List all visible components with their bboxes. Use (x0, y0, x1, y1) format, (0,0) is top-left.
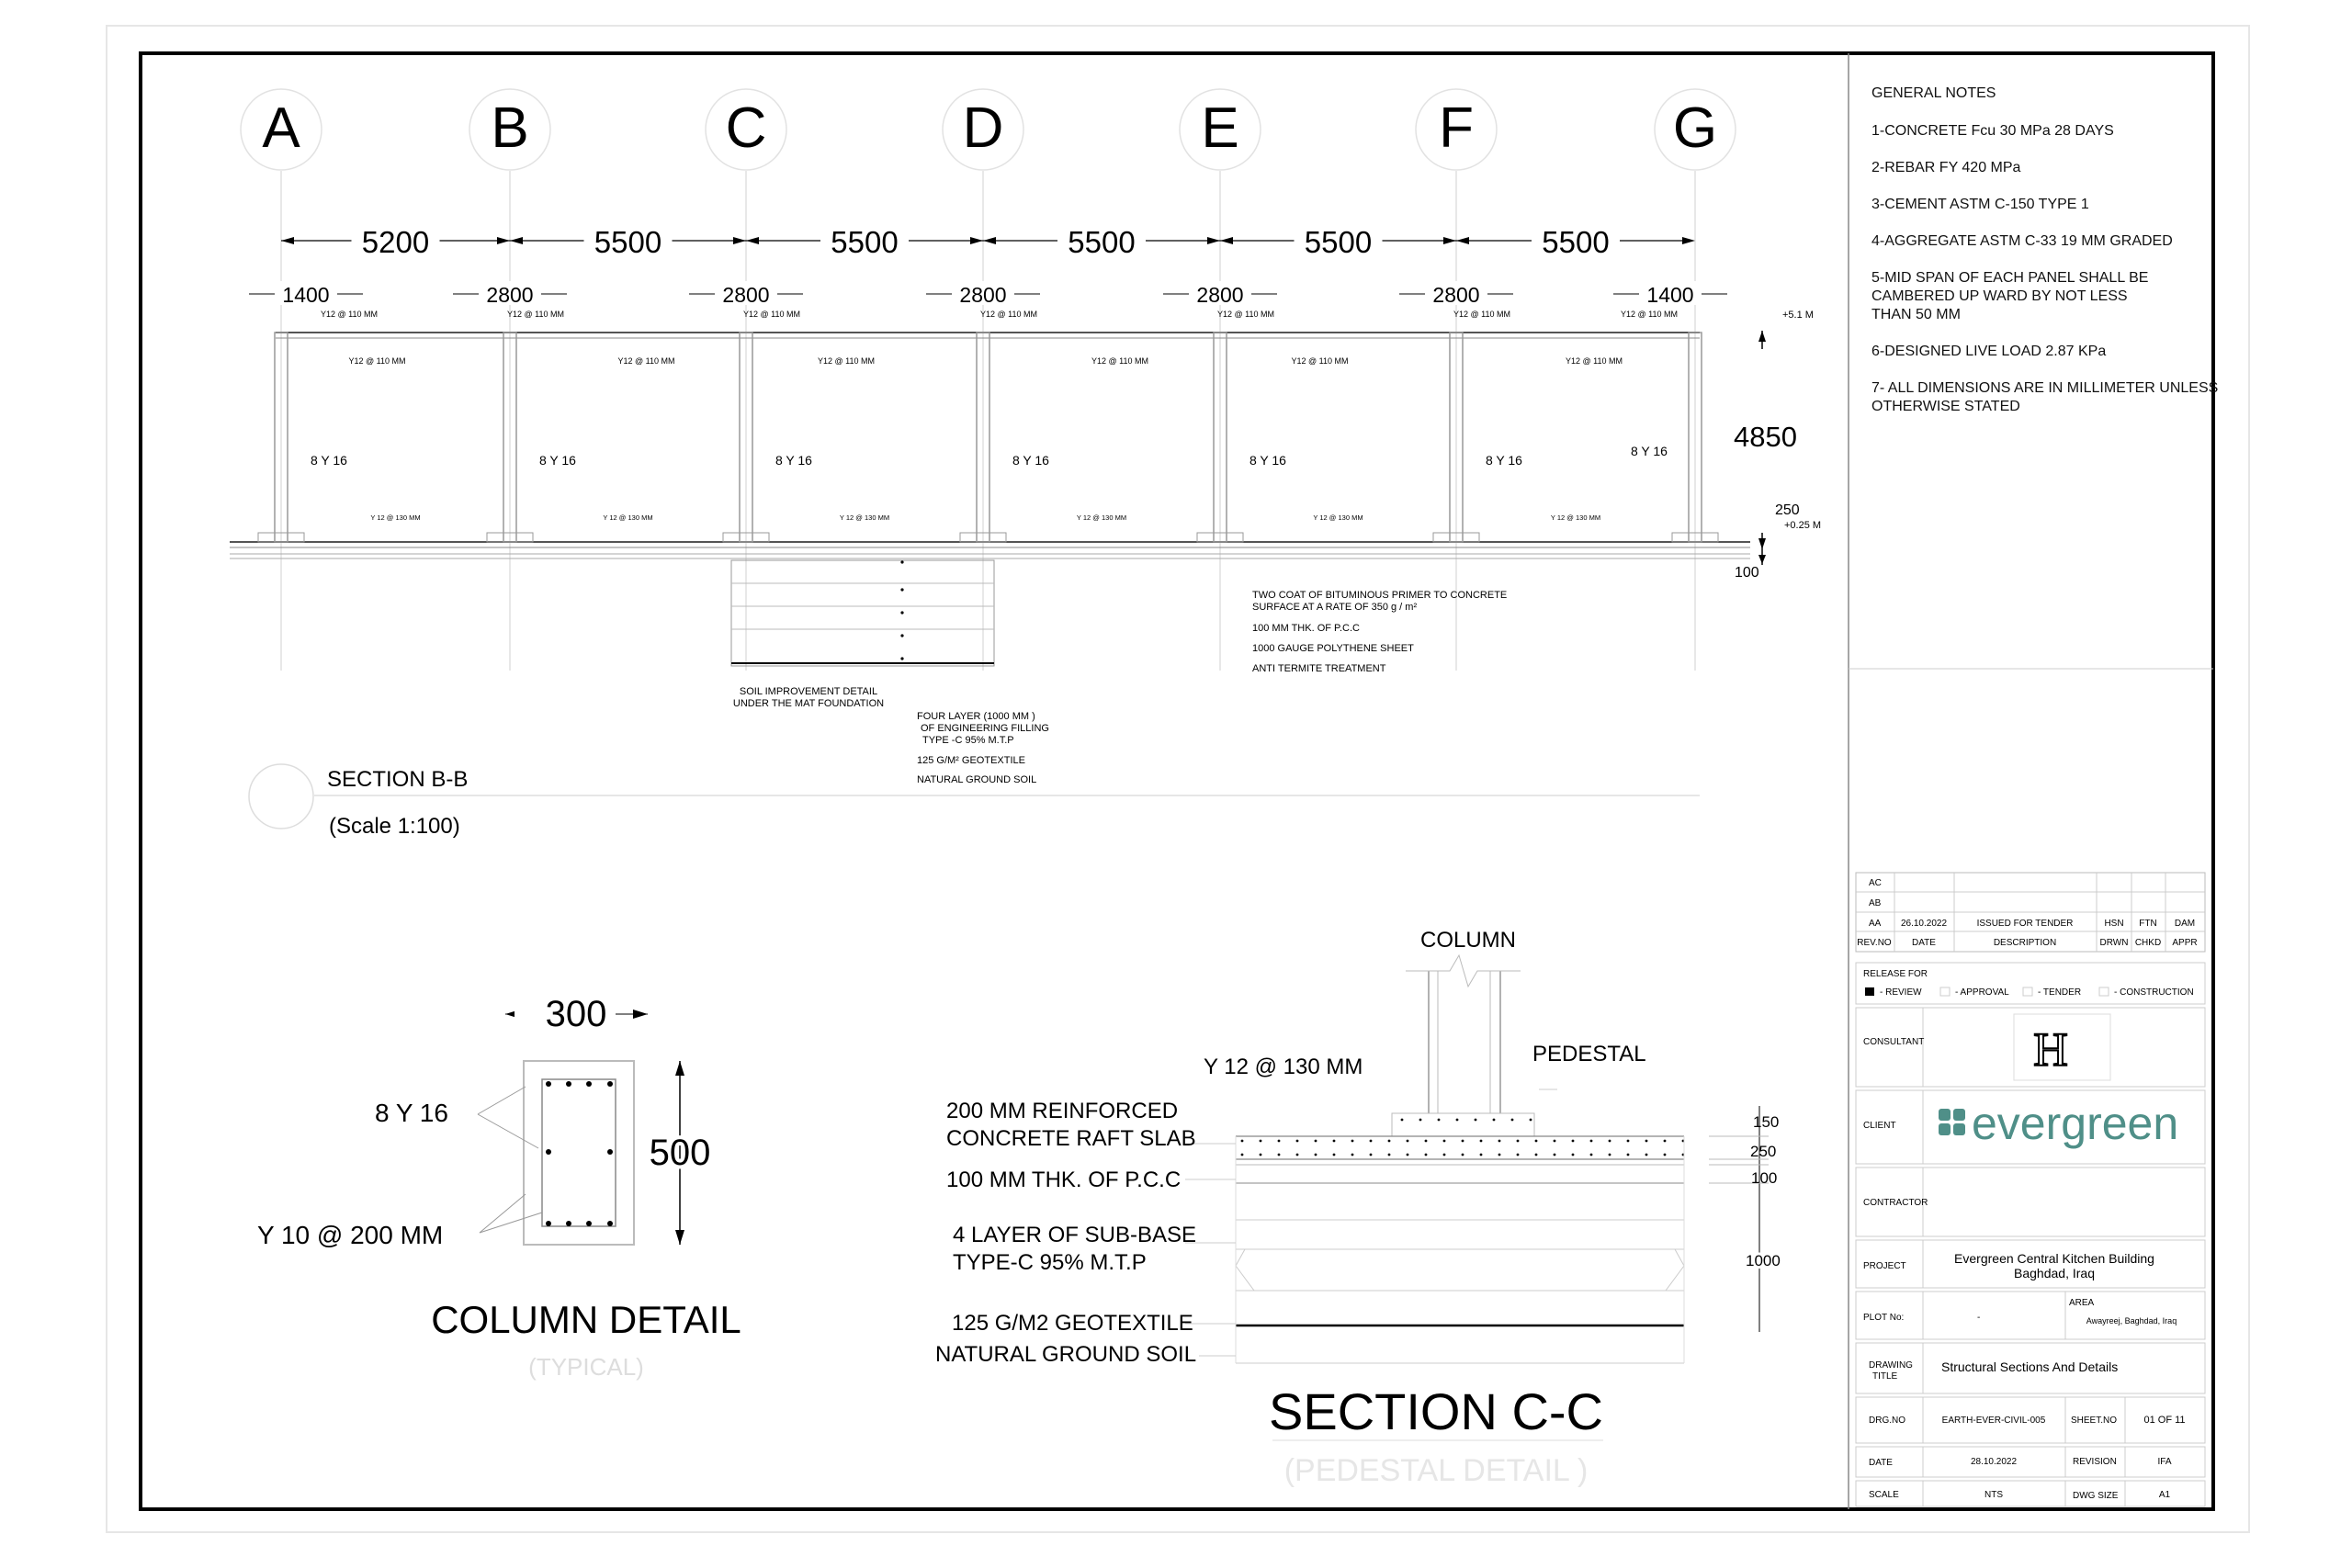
rev-header-revno: REV.NO (1857, 938, 1892, 948)
scale-value: NTS (1984, 1490, 2003, 1500)
general-note: 6-DESIGNED LIVE LOAD 2.87 KPa (1871, 344, 2107, 359)
pedestal-dimension: 2800 (722, 283, 770, 307)
slab-bottom-rebar-dot (1278, 1154, 1281, 1156)
cc-subbase-1: 4 LAYER OF SUB-BASE (953, 1223, 1196, 1247)
span-arrow-start (281, 237, 294, 244)
column-depth: 500 (649, 1133, 711, 1173)
soil-layer-5: NATURAL GROUND SOIL (917, 774, 1037, 785)
mid-rebar-label: Y12 @ 110 MM (1291, 356, 1349, 366)
rev-header-drwn: DRWN (2099, 938, 2129, 948)
cc-pcc: 100 MM THK. OF P.C.C (946, 1168, 1182, 1192)
soil-caption-2: UNDER THE MAT FOUNDATION (732, 698, 885, 709)
pedestal-dimension: 2800 (486, 283, 534, 307)
cc-raft-1: 200 MM REINFORCED (946, 1099, 1179, 1123)
rev-ac: AC (1869, 878, 1882, 888)
slab-top-rebar-dot (1517, 1140, 1520, 1143)
coat-note-1: TWO COAT OF BITUMINOUS PRIMER TO CONCRETE (1252, 590, 1508, 601)
cc-dim-150: 150 (1753, 1113, 1780, 1131)
pedestal-dimension: 2800 (1432, 283, 1480, 307)
rev-aa-date: 26.10.2022 (1900, 919, 1948, 929)
column-detail-title: COLUMN DETAIL (431, 1298, 741, 1341)
cc-pedestal-label: PEDESTAL (1532, 1042, 1646, 1066)
grid-label-b: B (491, 96, 529, 160)
top-rebar-label: Y12 @ 110 MM (743, 310, 800, 319)
slab-top-rebar-dot (1554, 1140, 1556, 1143)
pedestal-rebar-dot (1401, 1119, 1404, 1122)
rev-ab: AB (1869, 898, 1882, 908)
column-rebar-label: 8 Y 16 (539, 453, 576, 468)
column-width: 300 (545, 994, 607, 1034)
grid-label-d: D (962, 96, 1004, 160)
slab-top-rebar-dot (1443, 1140, 1446, 1143)
project-name-1: Evergreen Central Kitchen Building (1954, 1251, 2154, 1266)
revision-value: IFA (2157, 1457, 2172, 1467)
release-tender: - TENDER (2038, 987, 2082, 998)
level-top: +5.1 M (1782, 310, 1814, 321)
release-review: - REVIEW (1880, 987, 1922, 998)
slab-top-rebar-dot (1590, 1140, 1593, 1143)
bottom-rebar-label: Y 12 @ 130 MM (839, 513, 890, 522)
rev-aa-drwn: HSN (2104, 919, 2124, 929)
slab-bottom-rebar-dot (1517, 1154, 1520, 1156)
sheet-no-label: SHEET.NO (2071, 1416, 2118, 1426)
top-rebar-label: Y12 @ 110 MM (507, 310, 564, 319)
contractor-label: CONTRACTOR (1863, 1198, 1928, 1208)
section-cc-title: SECTION C-C (1269, 1382, 1603, 1440)
slab-bottom-rebar-dot (1627, 1154, 1630, 1156)
bottom-rebar-label: Y 12 @ 130 MM (1313, 513, 1363, 522)
slab-top-rebar-dot (1315, 1140, 1317, 1143)
pedestal-rebar-dot (1438, 1119, 1441, 1122)
evergreen-leaf-icon (1939, 1109, 1965, 1135)
consultant-logo-letter: H (2033, 1024, 2068, 1077)
slab-bottom-rebar-dot (1498, 1154, 1501, 1156)
span-arrow-start (1456, 237, 1469, 244)
slab-top-rebar-dot (1609, 1140, 1611, 1143)
span-arrow-start (746, 237, 759, 244)
slab-top-rebar-dot (1370, 1140, 1373, 1143)
pedestal-dimension: 2800 (1196, 283, 1244, 307)
dwg-size-label: DWG SIZE (2073, 1491, 2119, 1501)
cc-dim-100: 100 (1751, 1169, 1778, 1187)
soil-layer-4: 125 G/M² GEOTEXTILE (917, 755, 1025, 766)
span-dimensions (281, 225, 1695, 259)
consultant-label: CONSULTANT (1863, 1037, 1925, 1047)
slab-bottom-rebar-dot (1645, 1154, 1648, 1156)
date-value: 28.10.2022 (1970, 1457, 2018, 1467)
slab-bottom-rebar-dot (1609, 1154, 1611, 1156)
cc-column-label: COLUMN (1419, 928, 1517, 953)
slab-bottom-rebar-dot (1260, 1154, 1262, 1156)
slab-top-rebar-dot (1351, 1140, 1354, 1143)
section-cc-subtitle: (PEDESTAL DETAIL ) (1283, 1453, 1589, 1488)
span-arrow-start (1220, 237, 1233, 244)
general-note: 4-AGGREGATE ASTM C-33 19 MM GRADED (1871, 233, 2173, 249)
bottom-rebar-label: Y 12 @ 130 MM (370, 513, 421, 522)
client-logo-text: evergreen (1972, 1098, 2179, 1149)
general-notes (1871, 85, 2239, 434)
column-rebar-label: 8 Y 16 (1250, 453, 1286, 468)
revision-label: REVISION (2073, 1457, 2117, 1467)
span-dimension: 5500 (1542, 225, 1610, 259)
rev-aa-desc: ISSUED FOR TENDER (1976, 919, 2074, 929)
column-rebar-label: 8 Y 16 (311, 453, 347, 468)
slab-bottom-rebar-dot (1370, 1154, 1373, 1156)
slab-bottom-rebar-dot (1664, 1154, 1667, 1156)
grid-label-e: E (1201, 96, 1239, 160)
pedestal-rebar-dot (1419, 1119, 1422, 1122)
scale-label: SCALE (1869, 1490, 1899, 1500)
plot-label: PLOT No: (1863, 1313, 1905, 1323)
span-arrow-end (1682, 237, 1695, 244)
release-construction-checkbox (2099, 987, 2109, 996)
span-arrow-start (510, 237, 523, 244)
release-review-checkbox (1865, 987, 1874, 996)
mid-rebar-label: Y12 @ 110 MM (1091, 356, 1148, 366)
soil-caption-1: SOIL IMPROVEMENT DETAIL (739, 686, 878, 697)
sheet-no: 01 OF 11 (2143, 1415, 2186, 1426)
slab-top-rebar-dot (1407, 1140, 1409, 1143)
coat-note-4: 1000 GAUGE POLYTHENE SHEET (1252, 643, 1414, 654)
release-tender-checkbox (2023, 987, 2032, 996)
soil-layer-3: TYPE -C 95% M.T.P (922, 735, 1014, 746)
slab-top-rebar-dot (1296, 1140, 1299, 1143)
column-detail-subtitle: (TYPICAL) (528, 1353, 644, 1381)
slab-top-rebar-dot (1627, 1140, 1630, 1143)
cc-dim-1000: 1000 (1746, 1252, 1781, 1269)
general-notes-title: GENERAL NOTES (1871, 85, 1996, 101)
span-arrow-start (983, 237, 996, 244)
bottom-rebar-label: Y 12 @ 130 MM (1076, 513, 1127, 522)
cc-ground: NATURAL GROUND SOIL (935, 1342, 1197, 1367)
slab-bottom-rebar-dot (1572, 1154, 1575, 1156)
level-slab: +0.25 M (1784, 520, 1822, 531)
column-ties: Y 10 @ 200 MM (257, 1221, 444, 1249)
area-label: AREA (2069, 1298, 2095, 1308)
slab-top-rebar-dot (1425, 1140, 1428, 1143)
plot-value: - (1977, 1313, 1981, 1323)
pedestal-rebar-dot (1530, 1119, 1532, 1122)
section-height: 4850 (1734, 421, 1797, 453)
slab-bottom-rebar-dot (1462, 1154, 1464, 1156)
slab-top-rebar-dot (1260, 1140, 1262, 1143)
date-label: DATE (1869, 1458, 1893, 1468)
coat-notes (1252, 590, 1507, 674)
pedestal-rebar-dot (1511, 1119, 1514, 1122)
pedestal-dimension: 1400 (282, 283, 330, 307)
grid-label-c: C (725, 96, 767, 160)
mid-rebar-label: Y12 @ 110 MM (1566, 356, 1623, 366)
slab-top-rebar-dot (1535, 1140, 1538, 1143)
slab-bottom-rebar-dot (1388, 1154, 1391, 1156)
bottom-rebar-label: Y 12 @ 130 MM (603, 513, 653, 522)
span-arrow-end (497, 237, 510, 244)
column-rebar-label: 8 Y 16 (1486, 453, 1522, 468)
pedestal-rebar-dot (1456, 1119, 1459, 1122)
span-arrow-end (1207, 237, 1220, 244)
top-rebar-label: Y12 @ 110 MM (1621, 310, 1678, 319)
rev-aa: AA (1869, 919, 1882, 929)
pedestal-dimension: 1400 (1646, 283, 1694, 307)
column-rebar-label: 8 Y 16 (1012, 453, 1049, 468)
span-dimension: 5500 (594, 225, 662, 259)
column-rebar-label: 8 Y 16 (1631, 444, 1668, 458)
top-rebar-label: Y12 @ 110 MM (321, 310, 378, 319)
span-dimension: 5500 (831, 225, 899, 259)
slab-bottom-rebar-dot (1554, 1154, 1556, 1156)
slab-bottom-rebar-dot (1407, 1154, 1409, 1156)
slab-bottom-rebar-dot (1333, 1154, 1336, 1156)
general-note: 2-REBAR FY 420 MPa (1871, 160, 2021, 175)
dwg-size-value: A1 (2158, 1490, 2171, 1500)
general-note: 3-CEMENT ASTM C-150 TYPE 1 (1871, 197, 2089, 212)
slab-bottom-rebar-dot (1443, 1154, 1446, 1156)
release-for-label: RELEASE FOR (1863, 969, 1928, 979)
span-dimension: 5200 (361, 225, 430, 259)
coat-note-3: 100 MM THK. OF P.C.C (1252, 623, 1360, 634)
soil-layer-1: FOUR LAYER (1000 MM ) (917, 711, 1035, 722)
grid-label-a: A (262, 96, 300, 160)
slab-bottom-rebar-dot (1296, 1154, 1299, 1156)
pedestal-rebar-dot (1475, 1119, 1477, 1122)
drawing-title-label-1: DRAWING (1869, 1360, 1913, 1371)
top-rebar-label: Y12 @ 110 MM (1453, 310, 1510, 319)
slab-top-rebar-dot (1462, 1140, 1464, 1143)
rev-header-chkd: CHKD (2134, 938, 2162, 948)
mid-rebar-label: Y12 @ 110 MM (617, 356, 675, 366)
cc-rebar-label: Y 12 @ 130 MM (1204, 1055, 1363, 1079)
slab-bottom-rebar-dot (1425, 1154, 1428, 1156)
slab-bottom-rebar-dot (1590, 1154, 1593, 1156)
slab-top-rebar-dot (1664, 1140, 1667, 1143)
general-note: 7- ALL DIMENSIONS ARE IN MILLIMETER UNLESS OTHERWISE STATED (1871, 380, 2219, 414)
section-cc (935, 928, 1781, 1488)
cc-dim-250: 250 (1750, 1143, 1777, 1160)
project-name-2: Baghdad, Iraq (2014, 1266, 2095, 1280)
rev-header-desc: DESCRIPTION (1993, 938, 2057, 948)
slab-top-rebar-dot (1241, 1140, 1244, 1143)
grid-label-f: F (1439, 96, 1474, 160)
slab-bottom-rebar-dot (1241, 1154, 1244, 1156)
rev-header-date: DATE (1912, 938, 1936, 948)
column-detail (257, 994, 741, 1381)
bottom-rebar-label: Y 12 @ 130 MM (1550, 513, 1601, 522)
span-dimension: 5500 (1304, 225, 1373, 259)
slab-top-rebar-dot (1498, 1140, 1501, 1143)
section-columns (258, 333, 1718, 542)
general-note: 1-CONCRETE Fcu 30 MPa 28 DAYS (1871, 123, 2114, 139)
grid-label-g: G (1672, 96, 1718, 160)
span-arrow-end (1443, 237, 1456, 244)
release-approval: - APPROVAL (1955, 987, 2009, 998)
pedestal-dimension: 2800 (959, 283, 1007, 307)
cc-geotextile: 125 G/M2 GEOTEXTILE (952, 1311, 1193, 1336)
drawing-title-label-2: TITLE (1872, 1371, 1898, 1382)
release-approval-checkbox (1940, 987, 1950, 996)
drg-no-label: DRG.NO (1869, 1416, 1905, 1426)
pedestal-rebar-dot (1493, 1119, 1496, 1122)
slab-top-rebar-dot (1333, 1140, 1336, 1143)
rev-header-appr: APPR (2172, 938, 2198, 948)
column-rebar-label: 8 Y 16 (775, 453, 812, 468)
top-rebar-label: Y12 @ 110 MM (980, 310, 1037, 319)
slab-top-rebar-dot (1572, 1140, 1575, 1143)
general-note: 5-MID SPAN OF EACH PANEL SHALL BE CAMBERED UP WARD BY NOT LESS THAN 50 MM (1871, 270, 2149, 322)
drawing-title: Structural Sections And Details (1941, 1359, 2119, 1374)
mid-rebar-label: Y12 @ 110 MM (818, 356, 875, 366)
client-label: CLIENT (1863, 1121, 1896, 1131)
slab-bottom-rebar-dot (1535, 1154, 1538, 1156)
pcc-thickness: 100 (1735, 565, 1759, 581)
section-bb-title: SECTION B-B (327, 767, 469, 792)
slab-top-rebar-dot (1388, 1140, 1391, 1143)
rev-aa-appr: DAM (2174, 919, 2196, 929)
slab-thickness: 250 (1775, 502, 1800, 518)
area-value: Awayreej, Baghdad, Iraq (2086, 1316, 2177, 1325)
span-arrow-end (733, 237, 746, 244)
span-arrow-end (970, 237, 983, 244)
top-rebar-label: Y12 @ 110 MM (1217, 310, 1274, 319)
slab-top-rebar-dot (1645, 1140, 1648, 1143)
slab-top-rebar-dot (1480, 1140, 1483, 1143)
soil-layer-2: OF ENGINEERING FILLING (921, 723, 1049, 734)
coat-note-2: SURFACE AT A RATE OF 350 g / m² (1252, 602, 1418, 613)
section-rebar-labels (311, 310, 1678, 522)
release-construction: - CONSTRUCTION (2114, 987, 2194, 998)
slab-bottom-rebar-dot (1315, 1154, 1317, 1156)
rev-aa-chkd: FTN (2139, 919, 2157, 929)
drg-no: EARTH-EVER-CIVIL-005 (1941, 1416, 2046, 1426)
slab-bottom-rebar-dot (1480, 1154, 1483, 1156)
section-bb-scale: (Scale 1:100) (329, 814, 460, 839)
cc-subbase-2: TYPE-C 95% M.T.P (953, 1250, 1147, 1275)
pedestal-dimensions (249, 281, 1727, 307)
title-block (1856, 873, 2205, 1506)
mid-rebar-label: Y12 @ 110 MM (348, 356, 406, 366)
level-annotations (1734, 310, 1821, 581)
coat-note-5: ANTI TERMITE TREATMENT (1252, 663, 1386, 674)
cc-raft-2: CONCRETE RAFT SLAB (946, 1126, 1196, 1151)
project-label: PROJECT (1863, 1261, 1906, 1271)
slab-bottom-rebar-dot (1351, 1154, 1354, 1156)
soil-improvement-block (731, 560, 1049, 785)
span-dimension: 5500 (1068, 225, 1136, 259)
slab-top-rebar-dot (1278, 1140, 1281, 1143)
column-bars: 8 Y 16 (375, 1099, 448, 1127)
